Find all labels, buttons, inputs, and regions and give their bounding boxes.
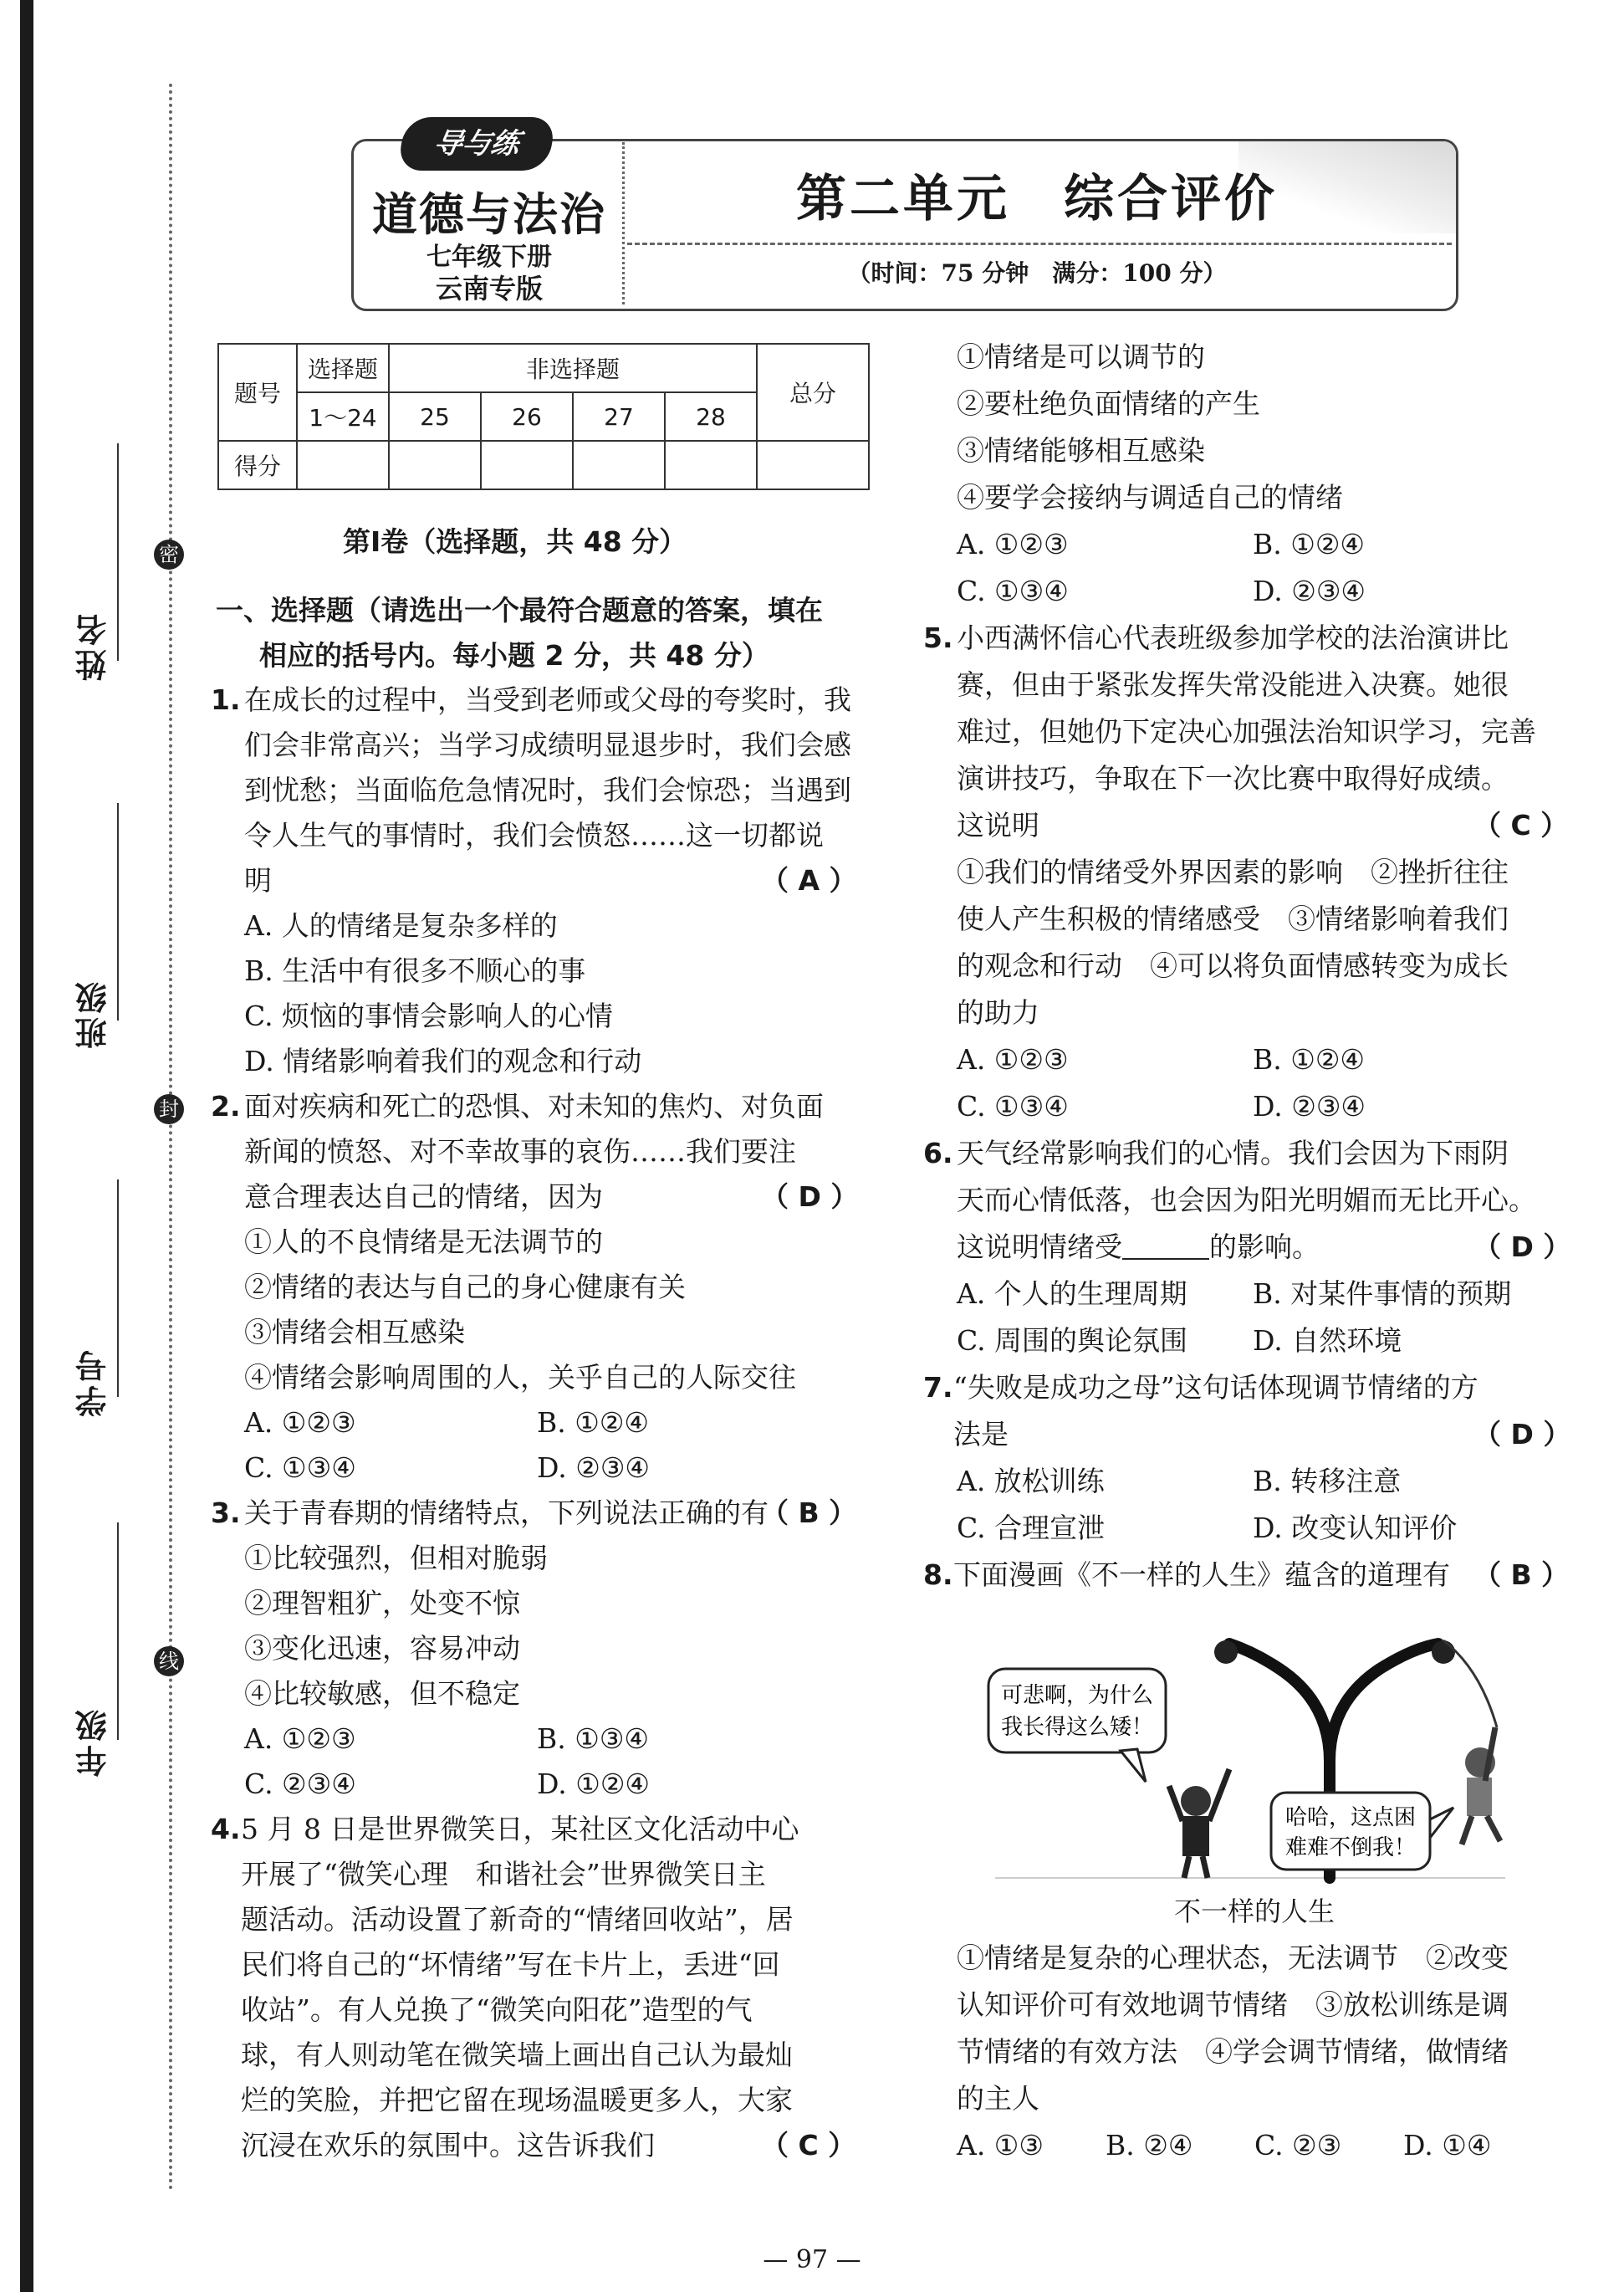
part-title: 第Ⅰ卷（选择题，共 48 分）	[343, 525, 687, 558]
question-2-statement: ③情绪会相互感染	[244, 1316, 465, 1348]
question-8-option-b: B. ②④	[1106, 2129, 1193, 2162]
question-4-line: 收站”。有人兑换了“微笑向阳花”造型的气	[241, 1993, 753, 2026]
total-label: 总分	[757, 344, 869, 441]
question-7-option-d: D. 改变认知评价	[1253, 1512, 1458, 1544]
question-6-option-c: C. 周围的舆论氛围	[957, 1324, 1188, 1357]
question-4-line: 烂的笑脸，并把它留在现场温暖更多人，大家	[241, 2084, 793, 2116]
question-3-option-d: D. ①②④	[537, 1768, 651, 1800]
subject-title: 道德与法治	[372, 187, 606, 241]
question-5-line: 这说明	[957, 809, 1039, 842]
class-field-label: 班级	[75, 979, 112, 1049]
class-field-line[interactable]	[117, 803, 119, 1021]
score-cell-choice[interactable]	[297, 441, 389, 489]
question-5-statement: 的观念和行动 ④可以将负面情感转变为成长	[957, 949, 1509, 982]
question-2-number: 2.	[211, 1090, 241, 1123]
question-1-number: 1.	[211, 683, 241, 716]
question-3-number: 3.	[211, 1496, 241, 1529]
question-7-number: 7.	[923, 1371, 953, 1404]
seal-xian: 线	[154, 1646, 184, 1676]
question-2-line: 新闻的愤怒、对不幸故事的哀伤……我们要注	[244, 1135, 796, 1168]
name-field-label: 姓名	[75, 611, 112, 681]
student-id-field-label: 学号	[75, 1347, 112, 1417]
question-4-statement: ①情绪是可以调节的	[957, 340, 1205, 373]
question-6-option-a: A. 个人的生理周期	[957, 1277, 1187, 1310]
cartoon-caption: 不一样的人生	[1173, 1896, 1335, 1927]
question-1-option-a: A. 人的情绪是复杂多样的	[244, 909, 558, 942]
bubble-left-text-2: 我长得这么矮！	[1000, 1715, 1154, 1740]
choice-range: 1～24	[297, 392, 389, 441]
score-label: 得分	[218, 441, 297, 489]
question-6-option-d: D. 自然环境	[1253, 1324, 1402, 1357]
question-4-line: 民们将自己的“坏情绪”写在卡片上，丢进“回	[241, 1948, 780, 1981]
question-3-stem: 关于青春期的情绪特点，下列说法正确的有	[244, 1496, 769, 1529]
question-3-option-b: B. ①③④	[537, 1722, 649, 1755]
question-4-line: 开展了“微笑心理 和谐社会”世界微笑日主	[241, 1858, 766, 1890]
brand-logo: 导与练	[396, 117, 556, 171]
score-cell-28[interactable]	[665, 441, 757, 489]
question-4-option-c: C. ①③④	[957, 575, 1069, 607]
question-2-option-b: B. ①②④	[537, 1406, 649, 1439]
page-title: 第二单元 综合评价	[796, 170, 1278, 228]
question-3-statement: ④比较敏感，但不稳定	[244, 1677, 520, 1710]
binding-bar	[20, 0, 33, 2292]
question-3-option-a: A. ①②③	[244, 1722, 356, 1755]
question-7-option-b: B. 转移注意	[1253, 1465, 1402, 1497]
question-5-line: 赛，但由于紧张发挥失常没能进入决赛。她很	[957, 668, 1509, 701]
time-info: （时间：75 分钟 满分：100 分）	[847, 259, 1227, 287]
student-id-field-line[interactable]	[117, 1179, 119, 1397]
question-8-option-d: D. ①④	[1403, 2129, 1492, 2162]
question-1-answer: （ A ）	[761, 864, 857, 897]
question-5-option-b: B. ①②④	[1253, 1043, 1365, 1076]
name-field-line[interactable]	[117, 443, 119, 661]
grade-field-line[interactable]	[117, 1522, 119, 1740]
question-6-line: 这说明情绪受 的影响。	[957, 1230, 1320, 1263]
tree-branch-right	[1330, 1644, 1438, 1761]
question-4-answer: （ C ）	[761, 2129, 856, 2162]
question-4-line: 沉浸在欢乐的氛围中。这告诉我们	[241, 2129, 655, 2162]
short-person-figure	[1169, 1769, 1229, 1878]
question-8-statement: 认知评价可有效地调节情绪 ③放松训练是调	[957, 1988, 1509, 2021]
score-cell-total[interactable]	[757, 441, 869, 489]
header-divider	[622, 142, 625, 304]
question-5-number: 5.	[923, 622, 953, 654]
question-6-line: 天气经常影响我们的心情。我们会因为下雨阴	[957, 1137, 1509, 1169]
grade-label: 七年级下册	[426, 243, 552, 272]
question-5-statement: ①我们的情绪受外界因素的影响 ②挫折往往	[957, 856, 1509, 888]
question-1-line: 在成长的过程中，当受到老师或父母的夸奖时，我	[244, 683, 851, 716]
question-5-option-d: D. ②③④	[1253, 1090, 1366, 1123]
question-2-option-c: C. ①③④	[244, 1451, 356, 1484]
bubble-right-text-2: 难难不倒我！	[1284, 1835, 1417, 1860]
question-4-option-a: A. ①②③	[957, 528, 1069, 560]
fruit-left	[1214, 1640, 1238, 1664]
question-8-option-c: C. ②③	[1254, 2129, 1342, 2162]
jumping-person-figure	[1462, 1727, 1500, 1844]
question-2-statement: ④情绪会影响周围的人，关乎自己的人际交往	[244, 1361, 796, 1394]
question-1-option-d: D. 情绪影响着我们的观念和行动	[244, 1045, 642, 1077]
question-8-option-a: A. ①③	[957, 2129, 1044, 2162]
question-4-statement: ④要学会接纳与调适自己的情绪	[957, 481, 1343, 514]
score-cell-26[interactable]	[481, 441, 573, 489]
seal-feng: 封	[154, 1094, 184, 1124]
question-8-statement: 的主人	[957, 2082, 1039, 2115]
question-7-option-c: C. 合理宣泄	[957, 1512, 1106, 1544]
question-1-line: 们会非常高兴；当学习成绩明显退步时，我们会感	[244, 729, 851, 761]
question-4-line: 球，有人则动笔在微笑墙上画出自己认为最灿	[241, 2039, 793, 2071]
title-divider	[627, 243, 1452, 245]
question-4-statement: ②要杜绝负面情绪的产生	[957, 387, 1260, 420]
question-3-answer: （ B ）	[761, 1496, 857, 1529]
question-4-line: 5 月 8 日是世界微笑日，某社区文化活动中心	[241, 1813, 799, 1845]
choice-label: 选择题	[297, 344, 389, 392]
question-5-statement: 的助力	[957, 996, 1039, 1029]
question-6-answer: （ D ）	[1473, 1230, 1571, 1263]
bubble-right-text-1: 哈哈，这点困	[1284, 1805, 1417, 1830]
question-5-line: 难过，但她仍下定决心加强法治知识学习，完善	[957, 715, 1536, 748]
question-2-line: 意合理表达自己的情绪，因为	[244, 1180, 603, 1213]
row-head-label: 题号	[218, 344, 297, 441]
bubble-left-text-1: 可悲啊，为什么	[1000, 1683, 1154, 1708]
question-7-line: “失败是成功之母”这句话体现调节情绪的方	[953, 1371, 1478, 1404]
question-6-number: 6.	[923, 1137, 953, 1169]
question-4-number: 4.	[211, 1813, 241, 1845]
question-6-option-b: B. 对某件事情的预期	[1253, 1277, 1512, 1310]
question-5-option-c: C. ①③④	[957, 1090, 1069, 1123]
question-3-statement: ②理智粗犷，处变不惊	[244, 1587, 520, 1619]
question-4-statement: ③情绪能够相互感染	[957, 434, 1205, 467]
cartoon-illustration	[978, 1602, 1522, 1886]
question-2-line: 面对疾病和死亡的恐惧、对未知的焦灼、对负面	[244, 1090, 824, 1123]
question-3-option-c: C. ②③④	[244, 1768, 356, 1800]
speech-bubble-left	[988, 1669, 1166, 1752]
question-1-line: 令人生气的事情时，我们会愤怒……这一切都说	[244, 819, 824, 852]
question-8-statement: ①情绪是复杂的心理状态，无法调节 ②改变	[957, 1942, 1509, 1974]
grade-field-label: 年级	[75, 1706, 112, 1777]
section-heading-line1: 一、选择题（请选出一个最符合题意的答案，填在	[216, 594, 823, 627]
score-table	[217, 343, 870, 490]
question-2-option-a: A. ①②③	[244, 1406, 356, 1439]
question-1-option-c: C. 烦恼的事情会影响人的心情	[244, 1000, 614, 1032]
edition-label: 云南专版	[435, 273, 543, 304]
question-8-statement: 节情绪的有效方法 ④学会调节情绪，做情绪	[957, 2035, 1509, 2068]
speech-bubble-left-tail	[1121, 1749, 1146, 1782]
seal-mi: 密	[154, 540, 184, 570]
question-8-number: 8.	[923, 1558, 953, 1591]
question-2-statement: ①人的不良情绪是无法调节的	[244, 1225, 603, 1258]
fruit-right	[1432, 1640, 1455, 1664]
question-6-line: 天而心情低落，也会因为阳光明媚而无比开心。	[957, 1184, 1536, 1216]
q27-label: 27	[573, 392, 665, 441]
score-cell-25[interactable]	[389, 441, 481, 489]
answer-blank[interactable]	[1122, 1231, 1209, 1260]
question-5-line: 演讲技巧，争取在下一次比赛中取得好成绩。	[957, 762, 1509, 795]
score-cell-27[interactable]	[573, 441, 665, 489]
speech-bubble-right-tail	[1430, 1808, 1453, 1838]
non-choice-label: 非选择题	[389, 344, 757, 392]
question-2-answer: （ D ）	[761, 1180, 859, 1213]
question-8-stem: 下面漫画《不一样的人生》蕴含的道理有	[953, 1558, 1450, 1591]
question-7-line: 法是	[953, 1418, 1009, 1450]
question-7-option-a: A. 放松训练	[957, 1465, 1105, 1497]
cut-line	[169, 84, 172, 2192]
question-8-answer: （ B ）	[1473, 1558, 1570, 1591]
question-2-option-d: D. ②③④	[537, 1451, 651, 1484]
section-heading-line2: 相应的括号内。每小题 2 分，共 48 分）	[259, 639, 769, 672]
question-4-line: 题活动。活动设置了新奇的“情绪回收站”，居	[241, 1903, 794, 1936]
question-5-option-a: A. ①②③	[957, 1043, 1069, 1076]
question-5-answer: （ C ）	[1473, 809, 1569, 842]
q28-label: 28	[665, 392, 757, 441]
question-1-option-b: B. 生活中有很多不顺心的事	[244, 954, 586, 987]
q26-label: 26	[481, 392, 573, 441]
question-1-line: 到忧愁；当面临危急情况时，我们会惊恐；当遇到	[244, 774, 851, 806]
question-4-option-b: B. ①②④	[1253, 528, 1365, 560]
question-3-statement: ③变化迅速，容易冲动	[244, 1632, 520, 1665]
question-5-line: 小西满怀信心代表班级参加学校的法治演讲比	[957, 622, 1509, 654]
page-number: — 97 —	[763, 2245, 861, 2274]
question-5-statement: 使人产生积极的情绪感受 ③情绪影响着我们	[957, 903, 1509, 935]
question-3-statement: ①比较强烈，但相对脆弱	[244, 1542, 548, 1574]
question-4-option-d: D. ②③④	[1253, 575, 1366, 607]
question-1-line: 明	[244, 864, 272, 897]
question-7-answer: （ D ）	[1473, 1418, 1571, 1450]
q25-label: 25	[389, 392, 481, 441]
question-2-statement: ②情绪的表达与自己的身心健康有关	[244, 1271, 686, 1303]
